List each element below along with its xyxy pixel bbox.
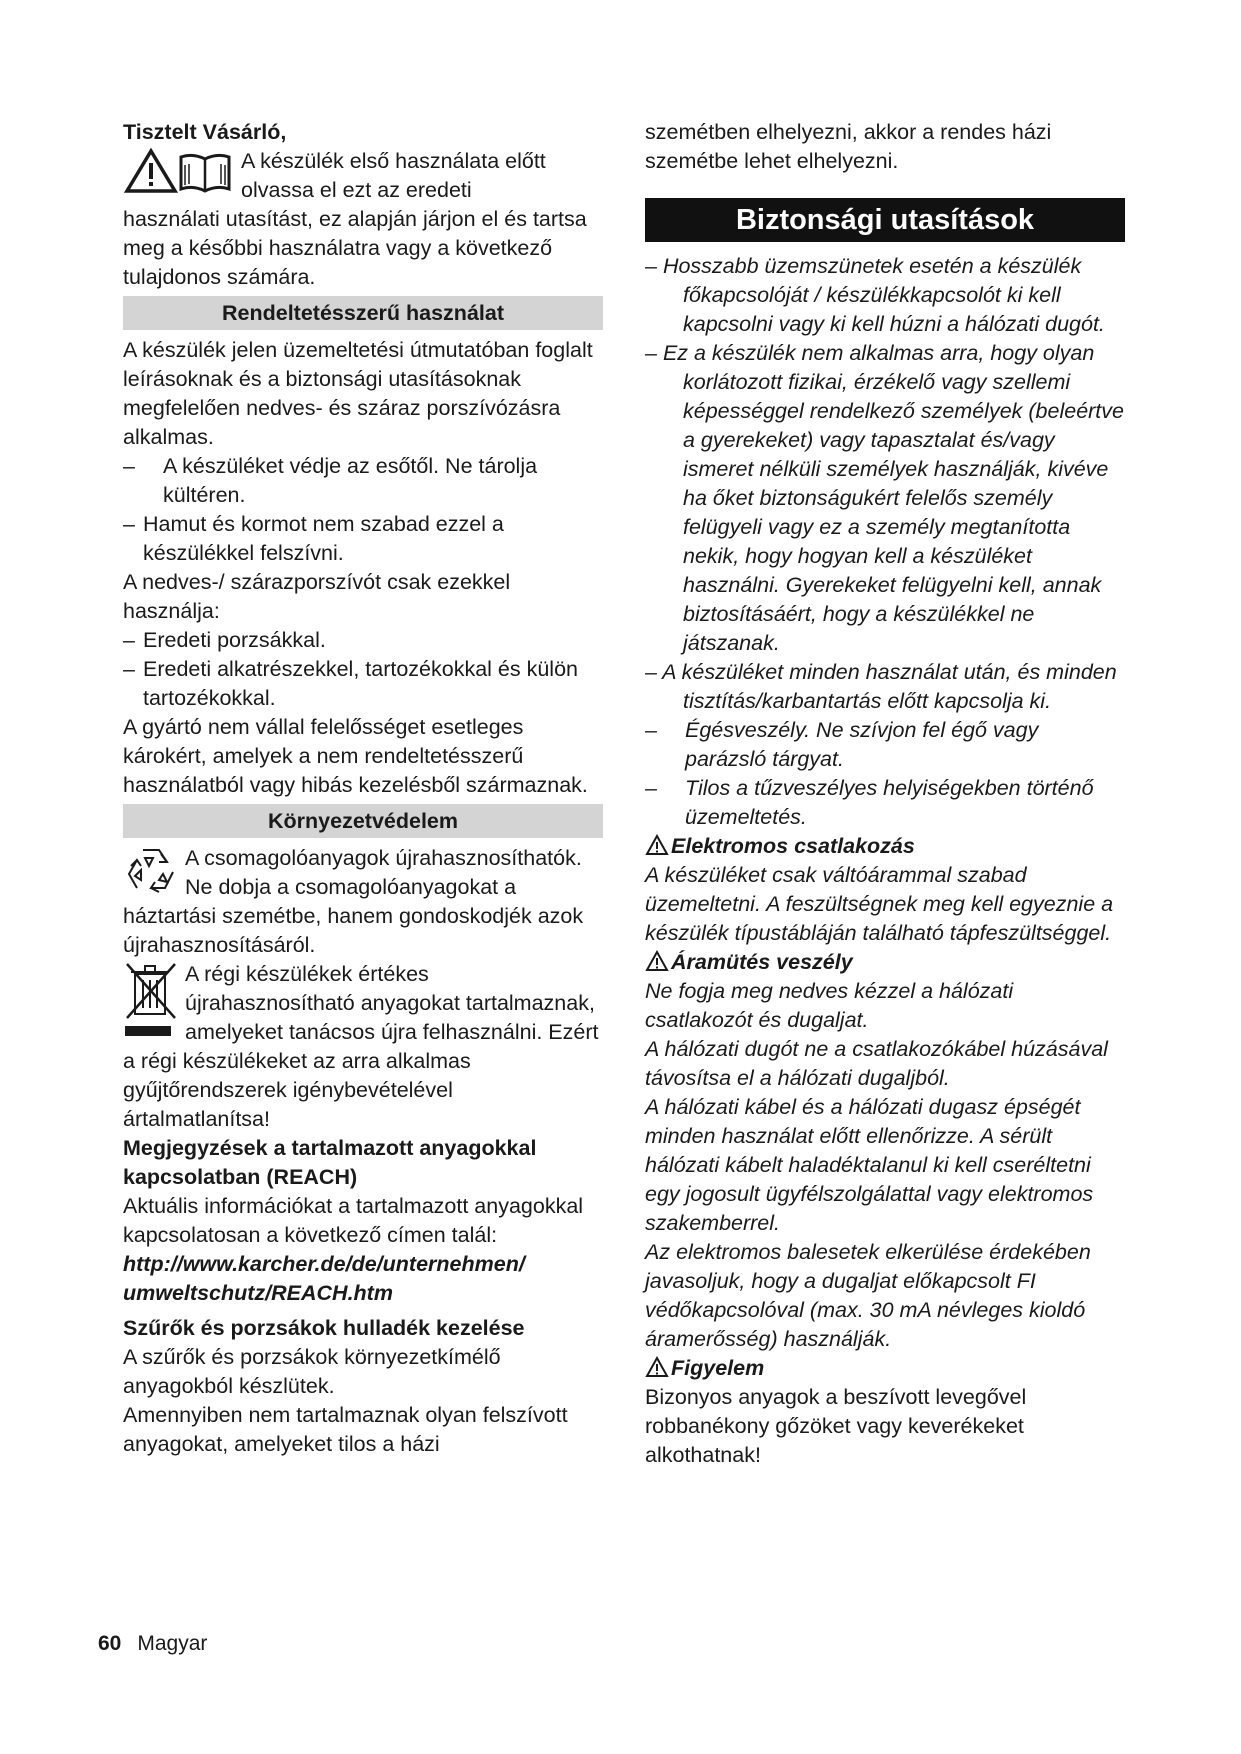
section-heading-environment: Környezetvédelem [123, 804, 603, 838]
shock-para-1: Ne fogja meg nedves kézzel a hálózati csatlakozót és dugaljat. [645, 979, 1014, 1032]
list-item-text: Tilos a tűzveszélyes helyiségekben történő üzemeltetés. [685, 776, 1094, 829]
intro-indented: A készülék első használata előtt olvassa el ezt az eredeti [241, 149, 546, 202]
filter-para-2: Amennyiben nem tartalmaznak olyan felszívott anyagokat, amelyeket tilos a házi [123, 1403, 568, 1456]
page-footer [98, 1632, 207, 1656]
section-heading-intended-use: Rendeltetésszerű használat [123, 296, 603, 330]
shock-para-2: A hálózati dugót ne a csatlakozókábel húzásával távosítsa el a hálózati dugaljból. [645, 1037, 1108, 1090]
list-item: – Égésveszély. Ne szívjon fel égő vagy parázsló tárgyat. [645, 716, 1125, 774]
warning-manual-icon [123, 147, 235, 195]
page-number: 60 [98, 1632, 122, 1655]
section-heading-safety: Biztonsági utasítások [645, 198, 1125, 242]
electrical-heading-text: Elektromos csatlakozás [671, 834, 915, 858]
list-item: – Hamut és kormot nem szabad ezzel a készülékkel felszívni. [123, 510, 603, 568]
reach-heading: Megjegyzések a tartalmazott anyagokkal kapcsolatban (REACH) [123, 1136, 537, 1189]
language-label: Magyar [137, 1632, 208, 1655]
list-item-text: Eredeti alkatrészekkel, tartozékokkal és külön tartozékokkal. [143, 657, 578, 710]
shock-para-4: Az elektromos balesetek elkerülése érdekében javasoljuk, hogy a dugaljat előkapcsolt FI védőkapcsolóval (max. 30 mA névleges kioldó áramerősség) használják. [645, 1240, 1091, 1351]
shock-heading [645, 948, 1125, 977]
attention-para: Bizonyos anyagok a beszívott levegővel robbanékony gőzöket vagy keverékeket alkothatnak! [645, 1385, 1027, 1467]
reach-url-link[interactable]: http://www.karcher.de/de/unternehmen/ umweltschutz/REACH.htm [123, 1252, 525, 1305]
reach-para: Aktuális információkat a tartalmazott anyagokkal kapcsolatosan a következő címen talál: [123, 1194, 584, 1247]
electrical-para: A készüléket csak váltóárammal szabad üzemeltetni. A feszültségnek meg kell egyeznie a készülék típustábláján található tápfeszültséggel. [645, 863, 1114, 945]
weee-text: A régi készülékek értékes újrahasznosítható anyagokat tartalmaznak, amelyeket tanácsos újra felhasználni. Ezért a régi készülékeket az arra alkalmas gyűjtőrendszerek igénybevételével ártalmatlanítsa! [123, 962, 599, 1131]
warning-icon [645, 950, 669, 972]
shock-para-3: A hálózati kábel és a hálózati dugasz épségét minden használat előtt ellenőrizze. A sérült hálózati kábelt haladéktalanul ki kell cseréltetni egy jogosult ügyfélszolgálattal vagy elektromos szakemberrel. [645, 1095, 1094, 1235]
crossed-bin-icon [123, 960, 179, 1040]
warning-icon [645, 834, 669, 856]
intro-block [123, 147, 603, 292]
recycle-text: A csomagolóanyagok újrahasznosíthatók. Ne dobja a csomagolóanyagokat a háztartási szemétbe, hanem gondoskodjék azok újrahasznosításáról. [123, 846, 584, 957]
list-item: – Hosszabb üzemszünetek esetén a készülék főkapcsolóját / készülékkapcsolót ki kell kapcsolni vagy ki kell húzni a hálózati dugót. [645, 254, 1105, 336]
list-item-text: Eredeti porzsákkal. [143, 628, 326, 652]
warning-icon [645, 1356, 669, 1378]
intro-rest: használati utasítást, ez alapján járjon el és tartsa meg a későbbi használatra vagy a következő tulajdonos számára. [123, 207, 587, 289]
list-item-text: Ez a készülék nem alkalmas arra, hogy olyan korlátozott fizikai, érzékelő vagy szellemi képességgel rendelkező személyek (beleértve a gyerekeket) vagy tapasztalat és/vagy ismeret nélküli személyek használják, kivéve ha őket biztonságukért felelős személy felügyeli vagy ez a személy megtanította nekik, hogy hogyan kell a készüléket használni. Gyerekeket felügyelni kell, annak biztosításáért, hogy a készülékkel ne játszanak. [662, 341, 1124, 655]
list-item: – A készüléket védje az esőtől. Ne tárolja kültéren. [123, 452, 603, 510]
continued-para: szemétben elhelyezni, akkor a rendes házi szemétbe lehet elhelyezni. [645, 120, 1052, 173]
usage-para: A nedves-/ szárazporszívót csak ezekkel használja: [123, 570, 511, 623]
left-column [123, 118, 603, 1459]
weee-block [123, 960, 603, 1134]
recycle-icon [123, 844, 179, 896]
recycle-block [123, 844, 603, 960]
list-item: – Eredeti porzsákkal. [123, 626, 603, 655]
right-column [645, 118, 1125, 1470]
list-item: – A készüléket minden használat után, és minden tisztítás/karbantartás előtt kapcsolja ki. [645, 660, 1117, 713]
list-item: – Ez a készülék nem alkalmas arra, hogy olyan korlátozott fizikai, érzékelő vagy szellemi képességgel rendelkező személyek (beleértve a gyerekeket) vagy tapasztalat és/vagy ismeret nélküli személyek használják, kivéve ha őket biztonságukért felelős személy felügyeli vagy ez a személy megtanította nekik, hogy hogyan kell a készüléket használni. Gyerekeket felügyelni kell, annak biztosításáért, hogy a készülékkel ne játszanak. [645, 341, 1124, 655]
greeting: Tisztelt Vásárló, [123, 120, 287, 144]
shock-heading-text: Áramütés veszély [671, 950, 853, 974]
list-item-text: Hamut és kormot nem szabad ezzel a készülékkel felszívni. [143, 512, 504, 565]
attention-heading [645, 1354, 1125, 1383]
attention-heading-text: Figyelem [671, 1356, 765, 1380]
list-item-text: Égésveszély. Ne szívjon fel égő vagy parázsló tárgyat. [685, 718, 1039, 771]
filter-para-1: A szűrők és porzsákok környezetkímélő anyagokból készlütek. [123, 1345, 501, 1398]
safety-list [645, 252, 1125, 832]
intended-use-para: A készülék jelen üzemeltetési útmutatóban foglalt leírásoknak és a biztonsági utasításoknak megfelelően nedves- és száraz porszívózásra alkalmas. [123, 338, 593, 449]
list-item-text: A készüléket minden használat után, és minden tisztítás/karbantartás előtt kapcsolja ki. [662, 660, 1117, 713]
list-item-text: Hosszabb üzemszünetek esetén a készülék főkapcsolóját / készülékkapcsolót ki kell kapcsolni vagy ki kell húzni a hálózati dugót. [662, 254, 1105, 336]
filter-heading: Szűrők és porzsákok hulladék kezelése [123, 1316, 525, 1340]
electrical-heading [645, 832, 1125, 861]
list-item: – Eredeti alkatrészekkel, tartozékokkal és külön tartozékokkal. [123, 655, 603, 713]
liability-para: A gyártó nem vállal felelősséget esetleges károkért, amelyek a nem rendeltetésszerű használatból vagy hibás kezelésből származnak. [123, 715, 588, 797]
list-item: – Tilos a tűzveszélyes helyiségekben történő üzemeltetés. [645, 774, 1125, 832]
list-item-text: A készüléket védje az esőtől. Ne tárolja kültéren. [163, 454, 538, 507]
